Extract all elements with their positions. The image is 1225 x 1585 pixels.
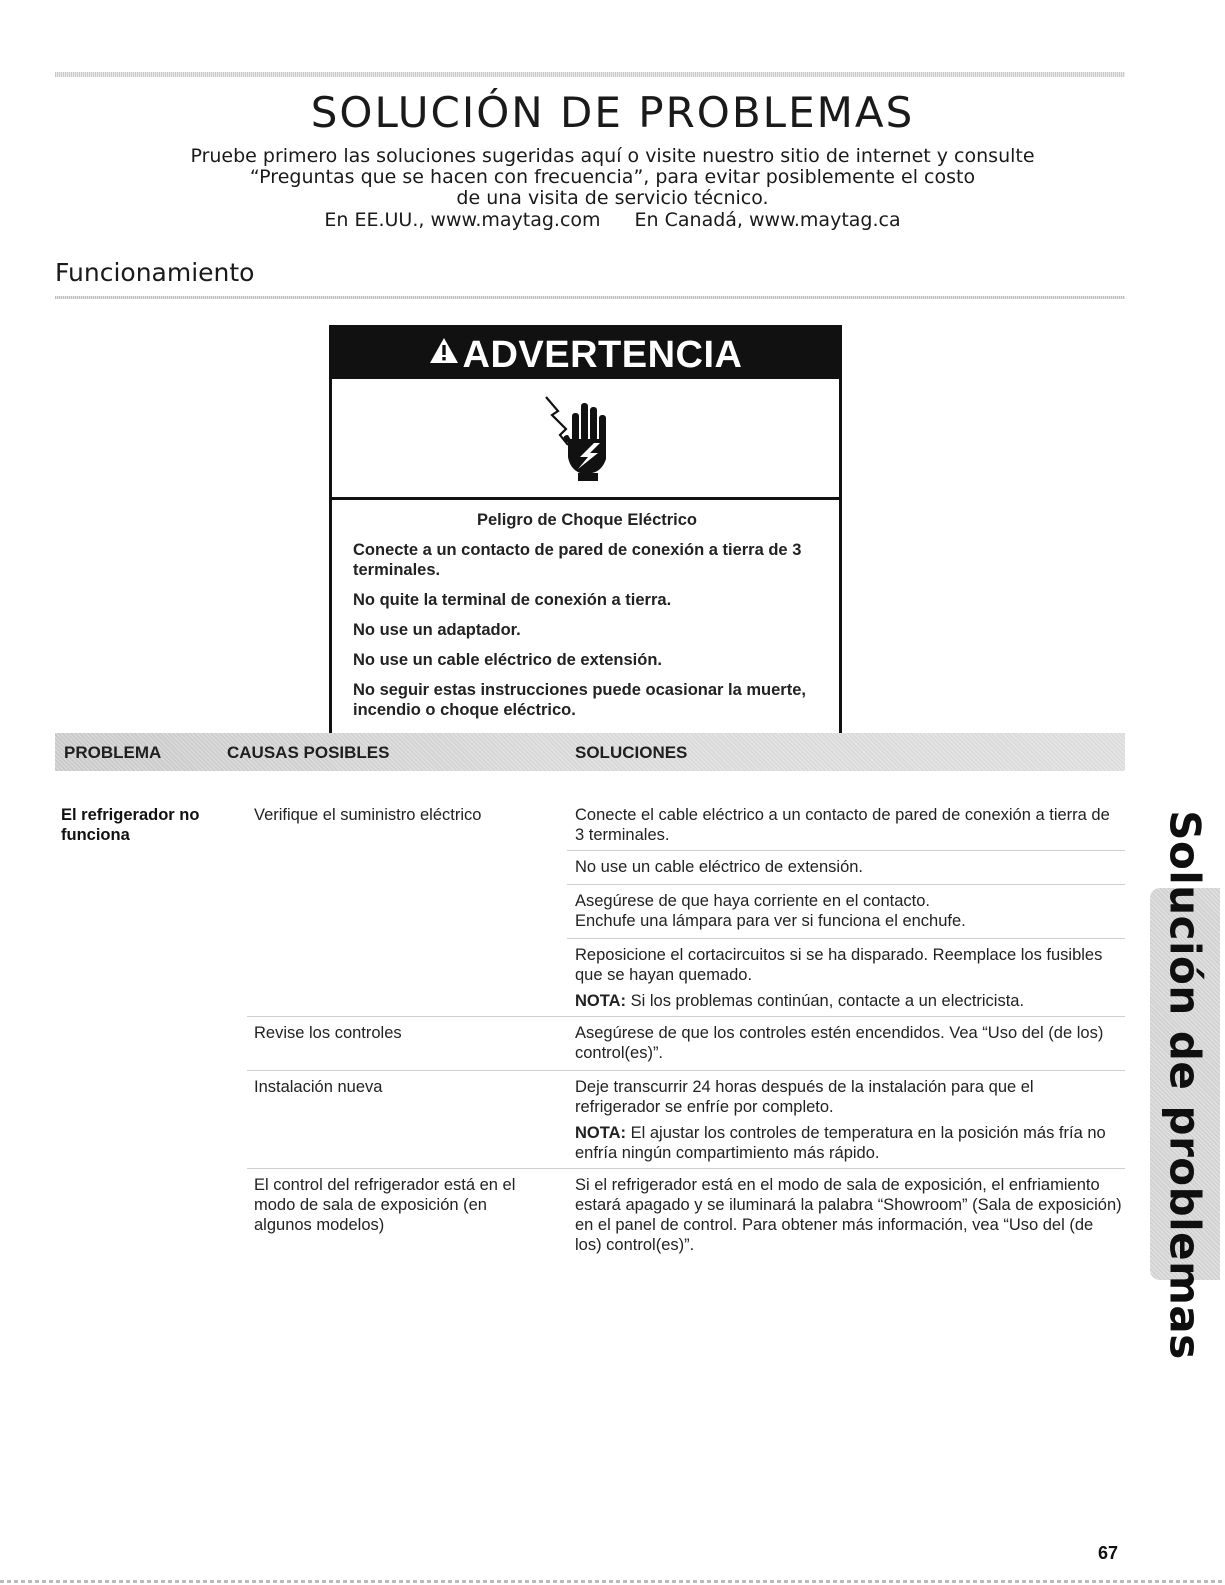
warning-line-3: No use un adaptador.	[353, 621, 521, 639]
solution-text: Reposicione el cortacircuitos si se ha disparado. Reemplace los fusibles que se hayan quemado.	[575, 946, 1103, 984]
solution-no-extension	[575, 857, 1120, 877]
warning-hazard: Peligro de Choque Eléctrico	[476, 511, 698, 529]
row-divider	[247, 1070, 1125, 1071]
warning-triangle-icon	[429, 325, 459, 380]
warning-text	[332, 500, 839, 720]
solution-text: Si el refrigerador está en el modo de sala de exposición, el enfriamiento estará apagado y se iluminará la palabra “Showroom” (Sala de exposición) en el panel de control. Para obtener más información, vea “Uso del (de los) control(es)”.	[575, 1176, 1122, 1254]
warning-symbol-area	[332, 379, 839, 500]
cause-power-supply: Verifique el suministro eléctrico	[254, 806, 482, 824]
intro-line-1: Pruebe primero las soluciones sugeridas aquí o visite nuestro sitio de internet y consulte	[190, 145, 1035, 167]
row-divider	[247, 1168, 1125, 1169]
solution-showroom	[575, 1175, 1123, 1255]
intro-text	[80, 146, 1145, 231]
url-us[interactable]: En EE.UU., www.maytag.com	[324, 209, 601, 231]
section-heading: Funcionamiento	[55, 258, 255, 287]
warning-box	[329, 325, 842, 736]
solution-ground-outlet	[575, 805, 1120, 845]
row-divider	[567, 884, 1125, 885]
solution-text: Si los problemas continúan, contacte a un electricista.	[630, 992, 1025, 1010]
solution-check-outlet	[575, 891, 1120, 931]
solution-text: Asegúrese de que haya corriente en el contacto.	[575, 892, 930, 910]
side-tab-label: Solución de problemas	[1160, 810, 1210, 1360]
solution-text: Conecte el cable eléctrico a un contacto de pared de conexión a tierra de 3 terminales.	[575, 806, 1110, 844]
nota-label: NOTA:	[575, 1124, 627, 1142]
electric-shock-hand-icon	[542, 395, 632, 481]
solution-text: Deje transcurrir 24 horas después de la instalación para que el refrigerador se enfríe por completo.	[575, 1078, 1034, 1116]
warning-line-2: No quite la terminal de conexión a tierra.	[353, 591, 672, 609]
page-title: SOLUCIÓN DE PROBLEMAS	[310, 88, 915, 137]
solution-controls-on	[575, 1023, 1120, 1063]
cause-showroom-mode: El control del refrigerador está en el modo de sala de exposición (en algunos modelos)	[254, 1176, 516, 1234]
warning-line-4: No use un cable eléctrico de extensión.	[353, 651, 663, 669]
solution-text: No use un cable eléctrico de extensión.	[575, 858, 864, 876]
website-links	[80, 210, 1145, 231]
row-divider	[567, 850, 1125, 851]
top-rule	[55, 72, 1125, 77]
warning-line-1: Conecte a un contacto de pared de conexión a tierra de 3 terminales.	[353, 541, 802, 579]
nota-label: NOTA:	[575, 992, 627, 1010]
solution-wait-24h	[575, 1077, 1120, 1163]
cause-new-installation: Instalación nueva	[254, 1078, 383, 1096]
header-causes: CAUSAS POSIBLES	[227, 743, 390, 762]
cause-check-controls: Revise los controles	[254, 1024, 402, 1042]
table-header	[55, 733, 1125, 771]
warning-banner-label: ADVERTENCIA	[462, 334, 743, 376]
header-solutions: SOLUCIONES	[575, 743, 688, 762]
solution-text: Enchufe una lámpara para ver si funciona el enchufe.	[575, 912, 966, 930]
row-divider	[247, 1016, 1125, 1017]
solution-circuit-breaker	[575, 945, 1120, 1011]
bottom-rule	[0, 1580, 1225, 1583]
problem-cell: El refrigerador no funciona	[61, 806, 200, 844]
warning-banner	[332, 328, 839, 379]
solution-text: El ajustar los controles de temperatura en la posición más fría no enfría ningún compartimiento más rápido.	[575, 1124, 1106, 1162]
url-canada[interactable]: En Canadá, www.maytag.ca	[634, 209, 901, 231]
solution-text: Asegúrese de que los controles estén encendidos. Vea “Uso del (de los) control(es)”.	[575, 1024, 1104, 1062]
intro-line-2: “Preguntas que se hacen con frecuencia”, para evitar posiblemente el costo	[249, 166, 976, 188]
page-number: 67	[1098, 1543, 1119, 1563]
section-rule	[55, 296, 1125, 299]
intro-line-3: de una visita de servicio técnico.	[456, 187, 769, 209]
warning-line-5: No seguir estas instrucciones puede ocasionar la muerte, incendio o choque eléctrico.	[353, 681, 806, 719]
row-divider	[567, 938, 1125, 939]
header-problem: PROBLEMA	[64, 743, 162, 762]
